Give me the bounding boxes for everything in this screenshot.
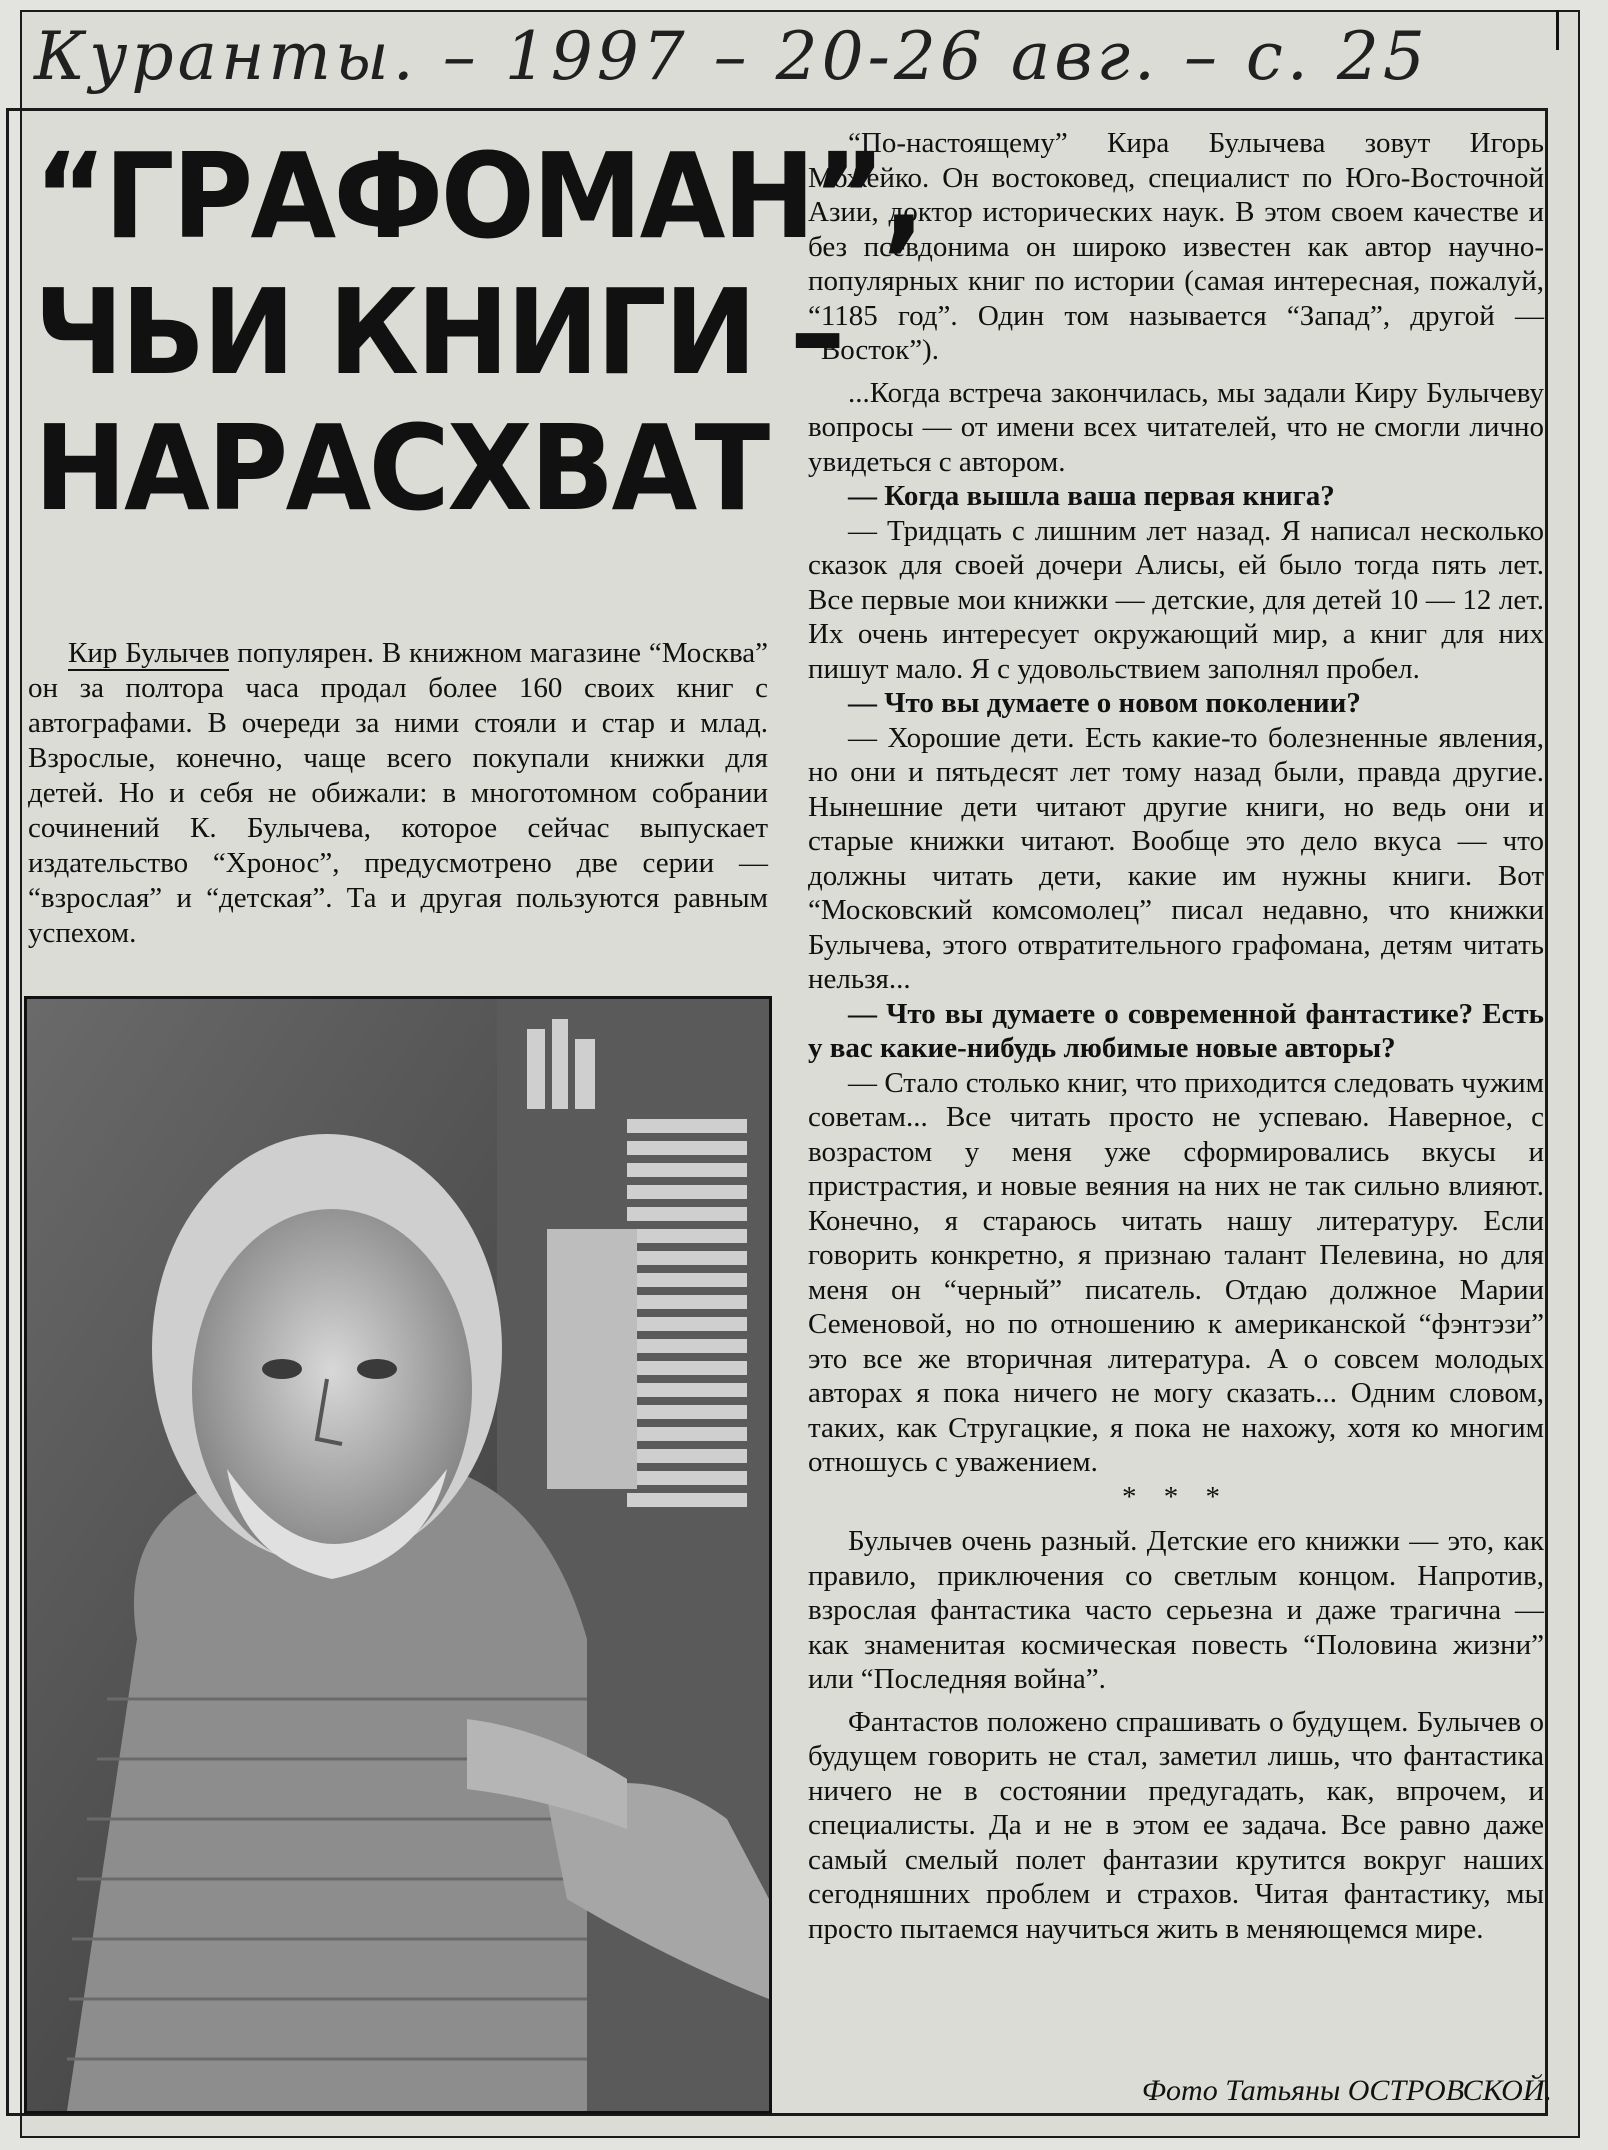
face xyxy=(192,1209,472,1569)
question-first-book: — Когда вышла ваша первая книга? xyxy=(848,480,1335,512)
handwritten-source-note: Куранты. – 1997 – 20-26 авг. – с. 25 xyxy=(34,18,1429,95)
author-name: Кир Булычев xyxy=(68,637,230,669)
lamp-shade xyxy=(547,1229,637,1489)
paragraph-future: Фантастов положено спрашивать о будущем. Булычев о будущем говорить не стал, заметил лишь, что фантастика ничего не в состоянии предугадать, как, впрочем, и специалисты. Да и не в этом ее задача. Все равно даже самый смелый полет фантазии крутится вокруг наших сегодняшних проблем и страхов. Читая фантастику, мы просто пытаемся научиться жить в меняющемся мире. xyxy=(808,1705,1544,1945)
section-separator: * * * xyxy=(1122,1480,1230,1513)
photo-illustration xyxy=(27,999,769,2111)
photo-credit xyxy=(1142,2074,1552,2108)
right-eye xyxy=(357,1359,397,1379)
paragraph-meeting: ...Когда встреча закончилась, мы задали Киру Булычеву вопросы — от имени всех читателей, что не смогли лично увидеться с автором. xyxy=(808,376,1544,478)
headline-line-3: НАРАСХВАТ xyxy=(34,399,768,537)
answer-first-book: — Тридцать с лишним лет назад. Я написал несколько сказок для своей дочери Алисы, ей было тогда пять лет. Все первые мои книжки — детские, для детей 10 — 12 лет. Их очень интересует окружающий мир, а книг для них пишут мало. Я с удовольствием заполнял пробел. xyxy=(808,514,1544,685)
intro-text: популярен. В книжном магазине “Москва” он за полтора часа продал более 160 своих книг с автографами. В очереди за ними стояли и стар и млад. Взрослые, конечно, чаще всего покупали книжки для детей. Но и себя не обижали: в многотомном собрании сочинений К. Булычева, которое сейчас выпускает издательство “Хронос”, предусмотрено две серии — “взрослая” и “детская”. Та и другая пользуются равным успехом. xyxy=(28,637,769,949)
left-eye xyxy=(262,1359,302,1379)
headline-line-2: ЧЬИ КНИГИ – xyxy=(34,263,843,401)
paragraph-variety: Булычев очень разный. Детские его книжки — это, как правило, приключения со светлым концом. Напротив, взрослая фантастика часто серьезна и даже трагична — как знаменитая космическая повесть “Половина жизни” или “Последняя война”. xyxy=(808,1525,1544,1695)
photo-credit-prefix: Фото Татьяны xyxy=(1141,2074,1348,2107)
answer-modern-fiction: — Стало столько книг, что приходится следовать чужим советам... Все читать просто не успеваю. Наверное, с возрастом у меня уже сформировались вкусы и пристрастия, и новые веяния на них не так сильно влияют. Конечно, я стараюсь читать нашу литературу. Если говорить конкретно, я признаю талант Пелевина, но для меня он “черный” писатель. Отдаю должное Марии Семеновой, но по отношению к американской “фэнтэзи” это все же вторичная литература. А о совсем молодых авторах я пока ничего не могу сказать... Одним словом, таких, как Стругацкие, я пока не нахожу, хотя ко многим отношусь с уважением. xyxy=(808,1066,1544,1478)
photo-credit-surname: ОСТРОВСКОЙ. xyxy=(1347,2074,1552,2107)
question-modern-fiction: — Что вы думаете о современной фантастике? Есть у вас какие-нибудь любимые новые авторы? xyxy=(808,997,1544,1064)
intro-paragraph xyxy=(28,636,768,951)
author-photo xyxy=(24,996,772,2114)
left-column xyxy=(28,636,768,951)
paragraph-bio: “По-настоящему” Кира Булычева зовут Игорь Можейко. Он востоковед, специалист по Юго-Восточной Азии, доктор исторических наук. В этом своем качестве и без псевдонима он широко известен как автор научно-популярных книг по истории (самая интересная, пожалуй, “1185 год”. Один том называется “Запад”, другой — “Восток”). xyxy=(808,127,1544,366)
article-headline xyxy=(34,127,923,537)
question-new-generation: — Что вы думаете о новом поколении? xyxy=(848,687,1361,719)
right-column xyxy=(808,126,1544,1946)
answer-new-generation: — Хорошие дети. Есть какие-то болезненные явления, но они и пятьдесят лет тому назад были, правда другие. Нынешние дети читают другие книги, но ведь они и старые книжки читают. Вообще это дело вкуса — что должны читать дети, какие им нужны книги. Вот “Московский комсомолец” писал недавно, что книжки Булычева, этого отвратительного графомана, детям читать нельзя... xyxy=(808,721,1544,995)
page-corner-mark xyxy=(1556,10,1589,50)
headline-line-1: “ГРАФОМАН”, xyxy=(34,127,923,265)
